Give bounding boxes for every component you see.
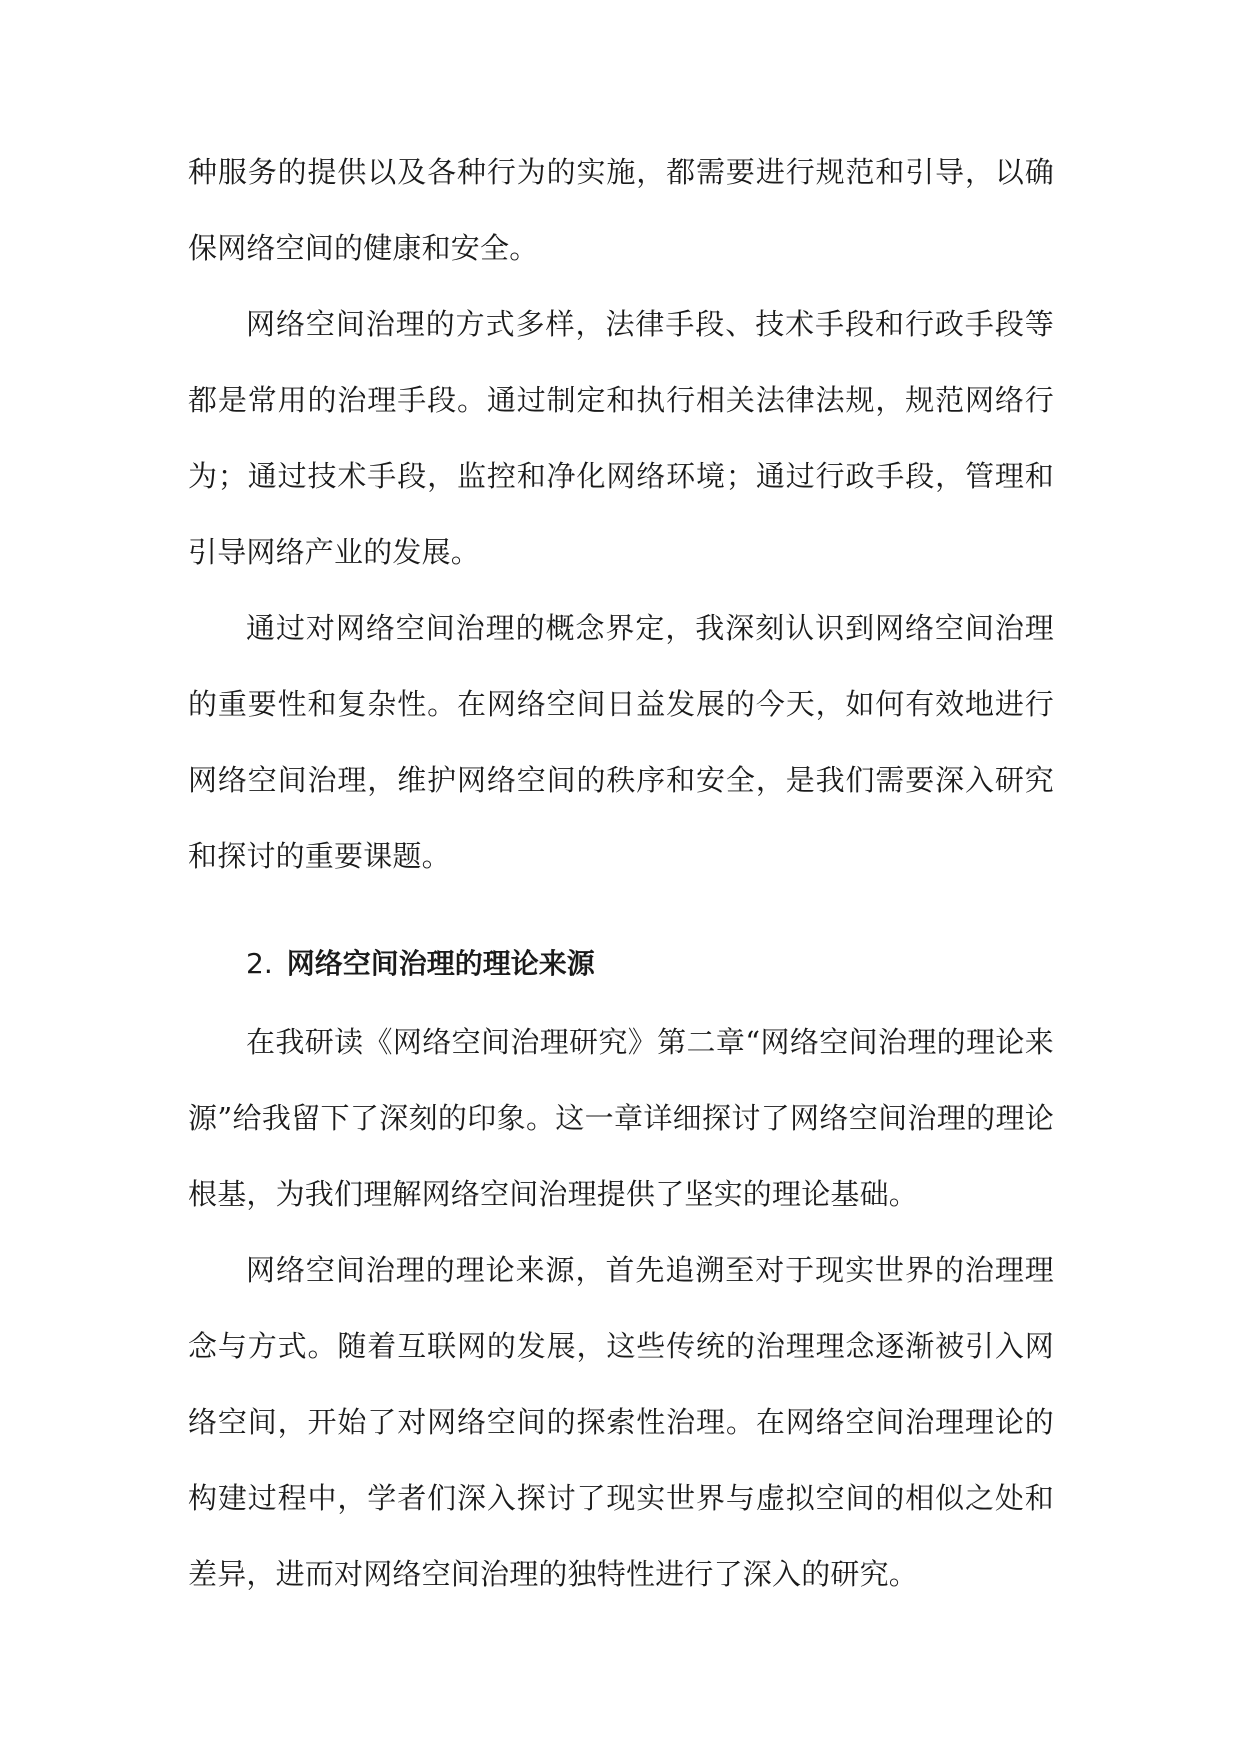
section-number: 2. [246, 947, 273, 980]
paragraph-continued: 种服务的提供以及各种行为的实施，都需要进行规范和引导，以确保网络空间的健康和安全。 [188, 155, 1054, 265]
section-heading [246, 926, 595, 1002]
paragraph-governance-methods: 网络空间治理的方式多样，法律手段、技术手段和行政手段等都是常用的治理手段。通过制定和执行相关法律法规，规范网络行为；通过技术手段，监控和净化网络环境；通过行政手段，管理和引导网络产业的发展。 [188, 307, 1054, 569]
paragraph-concept-summary: 通过对网络空间治理的概念界定，我深刻认识到网络空间治理的重要性和复杂性。在网络空间日益发展的今天，如何有效地进行网络空间治理，维护网络空间的秩序和安全，是我们需要深入研究和探讨的重要课题。 [188, 611, 1054, 873]
section-title: 网络空间治理的理论来源 [286, 947, 595, 980]
paragraph-theory-origins: 网络空间治理的理论来源，首先追溯至对于现实世界的治理理念与方式。随着互联网的发展，这些传统的治理理念逐渐被引入网络空间，开始了对网络空间的探索性治理。在网络空间治理理论的构建过程中，学者们深入探讨了现实世界与虚拟空间的相似之处和差异，进而对网络空间治理的独特性进行了深入的研究。 [188, 1253, 1054, 1591]
paragraph-chapter-two-intro: 在我研读《网络空间治理研究》第二章“网络空间治理的理论来源”给我留下了深刻的印象。这一章详细探讨了网络空间治理的理论根基，为我们理解网络空间治理提供了坚实的理论基础。 [188, 1025, 1054, 1211]
